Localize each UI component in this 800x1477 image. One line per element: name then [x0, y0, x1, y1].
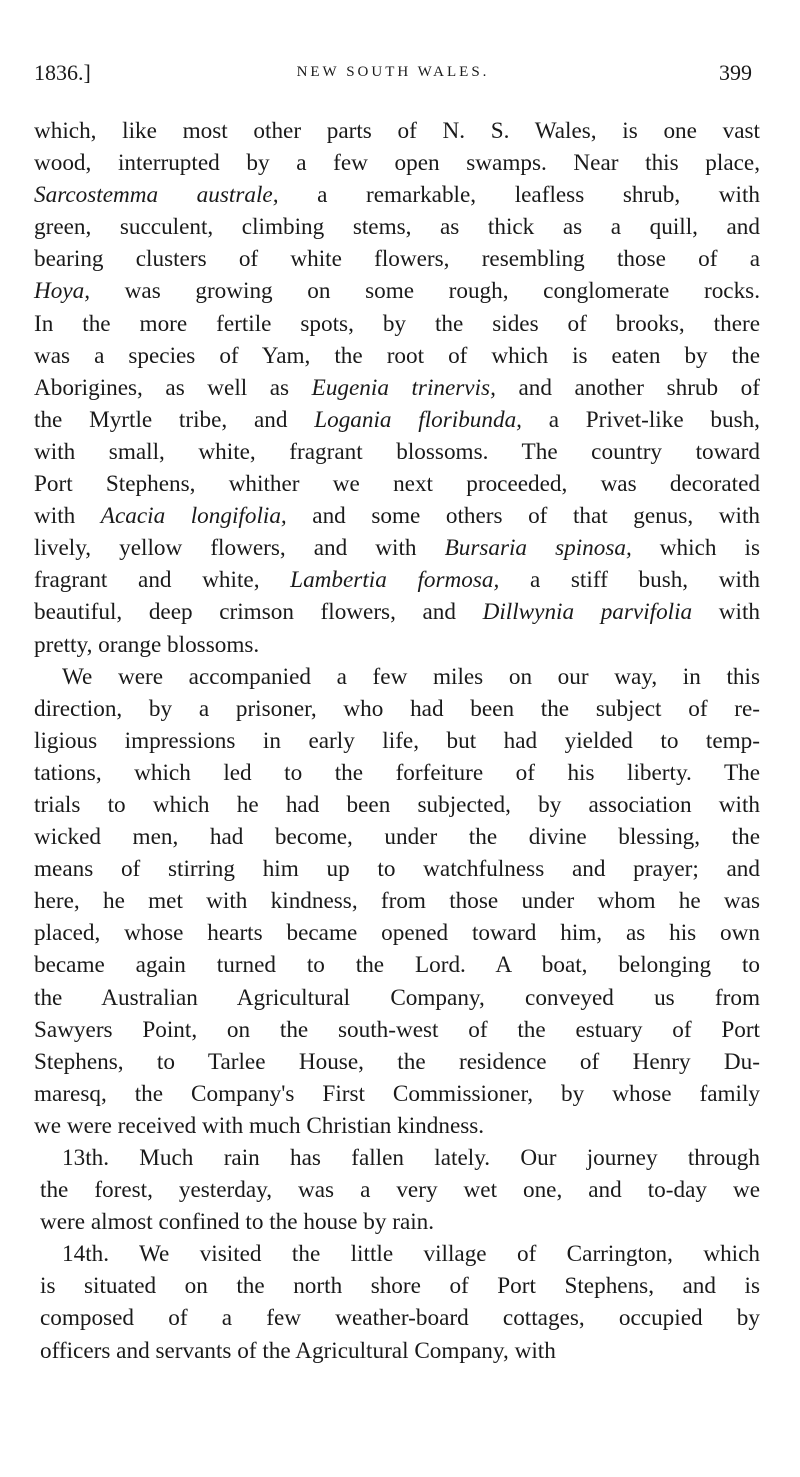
text-run: was growing on some rough, conglomerate rocks.: [90, 278, 760, 305]
paragraph: [34, 1238, 760, 1366]
text-run: a stiff bush, with: [499, 567, 760, 594]
text-line: [34, 340, 760, 372]
text-run: were almost confined to the house by rain.: [40, 1209, 435, 1236]
text-run: and some others of that genus, with: [286, 503, 760, 530]
text-run: wood, interrupted by a few open swamps. Near this place,: [34, 150, 760, 177]
text-run: and another shrub of: [495, 374, 760, 401]
text-line: [34, 308, 760, 340]
text-line: [34, 1174, 760, 1206]
text-line: [34, 917, 760, 949]
text-line: [34, 436, 760, 468]
paragraph: [34, 115, 760, 661]
text-run: We were accompanied a few miles on our way, in this: [62, 663, 760, 690]
text-line: [34, 661, 760, 693]
italic-term: Eugenia trinervis,: [311, 374, 496, 401]
text-line: [34, 1206, 760, 1238]
text-run: bearing clusters of white flowers, resembling those of a: [34, 246, 760, 273]
text-run: tations, which led to the forfeiture of his liberty. The: [34, 759, 760, 786]
text-run: with small, white, fragrant blossoms. The country toward: [34, 438, 760, 465]
text-line: [34, 629, 760, 661]
paragraph: [34, 661, 760, 1142]
text-run: the Myrtle tribe, and: [34, 406, 315, 433]
text-line: [34, 243, 760, 275]
text-run: pretty, orange blossoms.: [34, 631, 260, 658]
text-line: [34, 275, 760, 307]
text-run: a Privet-like bush,: [521, 406, 760, 433]
page-number: 399: [719, 60, 752, 85]
text-line: [34, 821, 760, 853]
text-line: [34, 115, 760, 147]
text-line: [34, 179, 760, 211]
text-line: [34, 789, 760, 821]
text-line: [34, 1014, 760, 1046]
text-line: [34, 372, 760, 404]
text-run: became again turned to the Lord. A boat, belonging to: [34, 952, 760, 979]
text-run: trials to which he had been subjected, by association with: [34, 791, 760, 818]
text-run: is situated on the north shore of Port Stephens, and is: [40, 1273, 760, 1300]
text-line: [34, 1046, 760, 1078]
text-run: lively, yellow flowers, and with: [34, 535, 445, 562]
text-line: [34, 1270, 760, 1302]
text-run: beautiful, deep crimson flowers, and: [34, 599, 483, 626]
text-run: green, succulent, climbing stems, as thick as a quill, and: [34, 214, 760, 241]
text-run: a remarkable, leafless shrub, with: [278, 182, 760, 209]
text-run: here, he met with kindness, from those under whom he was: [34, 888, 760, 915]
italic-term: Lambertia formosa,: [290, 567, 500, 594]
italic-term: Dillwynia parvifolia: [482, 599, 693, 626]
text-run: maresq, the Company's First Commissioner, by whose family: [34, 1080, 760, 1107]
text-line: [34, 211, 760, 243]
italic-term: Logania floribunda,: [314, 406, 522, 433]
text-run: Port Stephens, whither we next proceeded, was decorated: [34, 471, 760, 498]
body-text: [34, 115, 760, 1367]
text-run: composed of a few weather-board cottages, occupied by: [40, 1305, 760, 1332]
text-line: [34, 1238, 760, 1270]
text-run: placed, whose hearts became opened toward him, as his own: [34, 920, 760, 947]
italic-term: Acacia longifolia,: [100, 503, 287, 530]
text-line: [34, 1302, 760, 1334]
text-run: which is: [631, 535, 761, 562]
text-run: means of stirring him up to watchfulness and prayer; and: [34, 856, 760, 883]
text-line: [34, 404, 760, 436]
text-line: [34, 468, 760, 500]
text-line: [34, 596, 760, 628]
text-line: [34, 1142, 760, 1174]
text-line: [34, 1335, 760, 1367]
text-run: with: [34, 503, 101, 530]
text-line: [34, 725, 760, 757]
text-run: Stephens, to Tarlee House, the residence of Henry Du-: [34, 1048, 760, 1075]
text-line: [34, 147, 760, 179]
text-line: [34, 885, 760, 917]
italic-term: Sarcostemma australe,: [34, 182, 279, 209]
italic-term: Hoya,: [34, 278, 91, 305]
text-line: [34, 532, 760, 564]
text-run: 13th. Much rain has fallen lately. Our journey through: [62, 1145, 760, 1171]
text-run: direction, by a prisoner, who had been the subject of re-: [34, 695, 760, 722]
text-line: [34, 1110, 760, 1142]
text-run: 14th. We visited the little village of Carrington, which: [62, 1241, 760, 1268]
text-line: [34, 853, 760, 885]
text-run: ligious impressions in early life, but had yielded to temp-: [34, 727, 760, 754]
running-header: [34, 60, 752, 90]
text-run: the forest, yesterday, was a very wet one, and to-day we: [40, 1177, 760, 1204]
text-run: was a species of Yam, the root of which is eaten by the: [34, 342, 760, 369]
text-line: [34, 949, 760, 981]
text-run: officers and servants of the Agricultural Company, with: [40, 1337, 556, 1364]
text-line: [34, 500, 760, 532]
text-line: [34, 757, 760, 789]
header-title: NEW SOUTH WALES.: [296, 64, 490, 80]
text-run: fragrant and white,: [34, 567, 291, 594]
italic-term: Bursaria spinosa,: [444, 535, 632, 562]
text-run: wicked men, had become, under the divine blessing, the: [34, 824, 760, 851]
text-run: In the more fertile spots, by the sides of brooks, there: [34, 310, 760, 337]
text-run: we were received with much Christian kindness.: [34, 1112, 485, 1139]
text-run: Aborigines, as well as: [34, 374, 312, 401]
text-run: with: [692, 599, 761, 626]
text-line: [34, 693, 760, 725]
text-line: [34, 982, 760, 1014]
text-run: which, like most other parts of N. S. Wales, is one vast: [34, 118, 760, 144]
text-run: Sawyers Point, on the south-west of the estuary of Port: [34, 1016, 760, 1043]
header-year: 1836.]: [34, 60, 91, 85]
text-run: the Australian Agricultural Company, conveyed us from: [34, 984, 760, 1011]
paragraph: [34, 1142, 760, 1238]
text-line: [34, 1078, 760, 1110]
text-line: [34, 564, 760, 596]
